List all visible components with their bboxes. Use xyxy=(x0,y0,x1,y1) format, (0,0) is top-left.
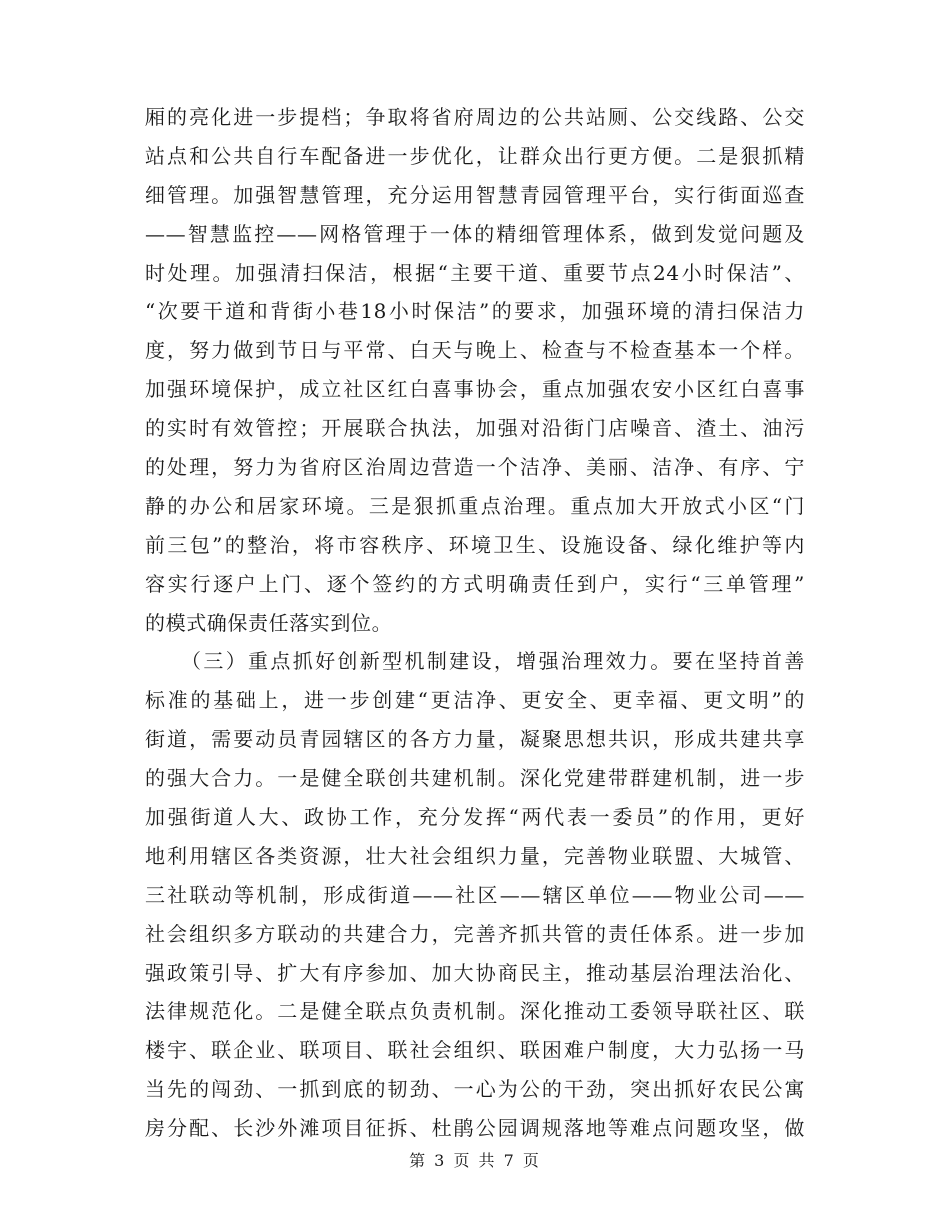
current-page-number: 3 xyxy=(434,1151,447,1170)
text-line: 容实行逐户上门、逐个签约的方式明确责任到户，实行“三单管理” xyxy=(145,571,805,596)
text-line: 厢的亮化进一步提档；争取将省府周边的公共站厕、公交线路、公交 xyxy=(145,105,805,129)
text-line: 时处理。加强清扫保洁，根据“主要干道、重要节点24小时保洁”、 xyxy=(145,260,805,285)
page-label-prefix: 第 xyxy=(409,1151,428,1170)
text-line: 前三包”的整治，将市容秩序、环境卫生、设施设备、绿化维护等内 xyxy=(145,532,805,557)
text-line: 当先的闯劲、一抓到底的韧劲、一心为公的干劲，突出抓好农民公寓 xyxy=(145,1077,805,1102)
text-line: 加强环境保护，成立社区红白喜事协会，重点加强农安小区红白喜事 xyxy=(145,377,805,402)
text-line: 社会组织多方联动的共建合力，完善齐抓共管的责任体系。进一步加 xyxy=(145,921,805,946)
page-label-mid: 页 共 xyxy=(453,1151,497,1170)
page-footer xyxy=(0,1148,950,1171)
text-line: 度，努力做到节日与平常、白天与晚上、检查与不检查基本一个样。 xyxy=(145,338,805,363)
text-line: 强政策引导、扩大有序参加、加大协商民主，推动基层治理法治化、 xyxy=(145,960,805,985)
text-line: 三社联动等机制，形成街道——社区——辖区单位——物业公司—— xyxy=(145,882,805,907)
text-line: 标准的基础上，进一步创建“更洁净、更安全、更幸福、更文明”的 xyxy=(145,688,805,713)
text-line: 地利用辖区各类资源，壮大社会组织力量，完善物业联盟、大城管、 xyxy=(145,843,805,868)
text-line: 站点和公共自行车配备进一步优化，让群众出行更方便。二是狠抓精 xyxy=(145,143,805,168)
text-line: 法律规范化。二是健全联点负责机制。深化推动工委领导联社区、联 xyxy=(145,999,805,1024)
text-line: ——智慧监控——网格管理于一体的精细管理体系，做到发觉问题及 xyxy=(145,221,805,246)
total-pages-number: 7 xyxy=(503,1151,516,1170)
text-line: 的处理，努力为省府区治周边营造一个洁净、美丽、洁净、有序、宁 xyxy=(145,455,805,480)
text-line: 的强大合力。一是健全联创共建机制。深化党建带群建机制，进一步 xyxy=(145,766,805,791)
text-line-paragraph-end: 的模式确保责任落实到位。 xyxy=(145,610,393,635)
text-line: 街道，需要动员青园辖区的各方力量，凝聚思想共识，形成共建共享 xyxy=(145,727,805,752)
body-text xyxy=(145,98,805,1148)
text-line: 的实时有效管控；开展联合执法，加强对沿街门店噪音、渣土、油污 xyxy=(145,416,805,441)
section-heading-line: （三）重点抓好创新型机制建设，增强治理效力。要在坚持首善 xyxy=(181,649,805,674)
page-label-suffix: 页 xyxy=(522,1151,541,1170)
text-line: 加强街道人大、政协工作，充分发挥“两代表一委员”的作用，更好 xyxy=(145,805,805,830)
text-line: 楼宇、联企业、联项目、联社会组织、联困难户制度，大力弘扬一马 xyxy=(145,1038,805,1063)
text-line: 细管理。加强智慧管理，充分运用智慧青园管理平台，实行街面巡查 xyxy=(145,182,805,207)
text-line: 静的办公和居家环境。三是狠抓重点治理。重点加大开放式小区“门 xyxy=(145,493,805,518)
text-line: 房分配、长沙外滩项目征拆、杜鹃公园调规落地等难点问题攻坚，做 xyxy=(145,1116,805,1141)
text-line: “次要干道和背街小巷18小时保洁”的要求，加强环境的清扫保洁力 xyxy=(145,299,805,324)
